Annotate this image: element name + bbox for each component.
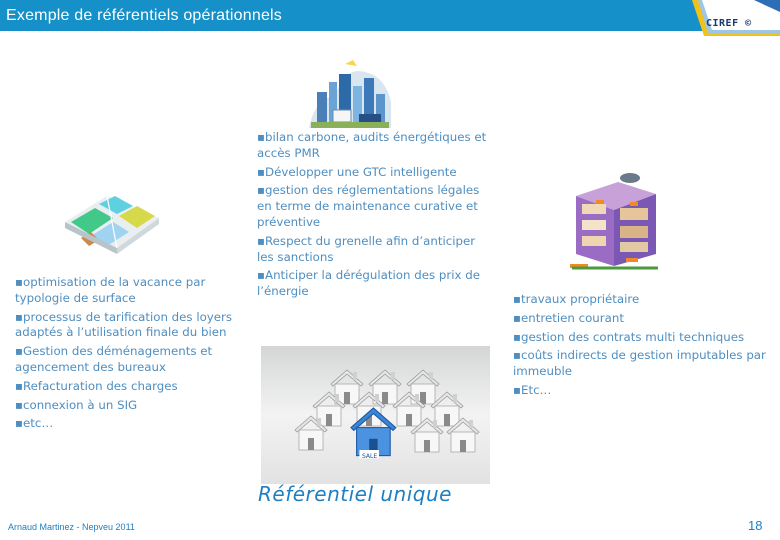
list-item: ▪Gestion des déménagements et agencement des bureaux (15, 344, 213, 374)
slide-title: Exemple de référentiels opérationnels (6, 7, 283, 24)
main-title: Référentiel unique (258, 482, 452, 506)
list-item: ▪Respect du grenelle afin d’anticiper les sanctions (257, 233, 476, 264)
footer-author: Arnaud Martinez - Nepveu 2011 (8, 522, 135, 532)
list-item: ▪Refacturation des charges (15, 378, 178, 393)
right-bullet-list (513, 292, 768, 402)
list-item: ▪entretien courant (513, 310, 624, 325)
center-bullet-list (257, 130, 495, 303)
list-item: ▪connexion à un SIG (15, 397, 138, 412)
page-number: 18 (748, 518, 763, 533)
logo-text: CIREF © (706, 18, 752, 29)
list-item: ▪travaux propriétaire (513, 292, 640, 306)
floor-plan-illustration (55, 188, 167, 260)
list-item: ▪Développer une GTC intelligente (257, 164, 457, 179)
list-item: ▪gestion des contrats multi techniques (513, 329, 745, 344)
list-item: ▪etc… (15, 416, 54, 431)
city-energy-illustration (305, 58, 395, 130)
list-item: ▪processus de tarification des loyers adaptés à l’utilisation finale du bien (15, 309, 233, 340)
list-item: ▪bilan carbone, audits énergétiques et accès PMR (257, 130, 487, 160)
list-item: ▪coûts indirects de gestion imputables par immeuble (513, 348, 766, 379)
list-item: ▪Anticiper la dérégulation des prix de l’énergie (257, 268, 480, 299)
building-cutaway-illustration (566, 170, 664, 274)
header-bar (0, 0, 780, 31)
houses-illustration (261, 346, 490, 484)
sale-sign: SALE (362, 453, 378, 460)
left-bullet-list (15, 275, 243, 435)
list-item: ▪optimisation de la vacance par typologie de surface (15, 275, 206, 305)
list-item: ▪gestion des réglementations légales en terme de maintenance curative et préventive (257, 183, 480, 229)
list-item: ▪Etc… (513, 382, 552, 397)
